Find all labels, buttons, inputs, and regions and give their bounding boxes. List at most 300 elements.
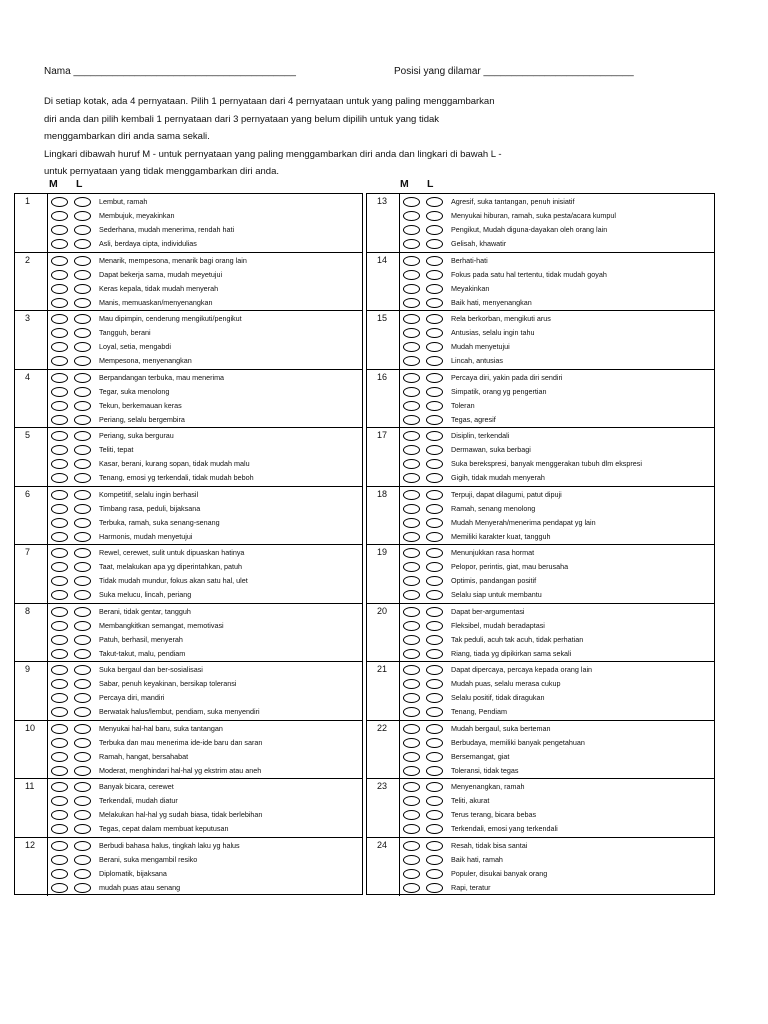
l-choice-oval[interactable]	[74, 869, 91, 879]
m-choice-oval[interactable]	[51, 356, 68, 366]
statement-text: Dapat ber-argumentasi	[451, 606, 525, 616]
m-choice-oval[interactable]	[403, 693, 420, 703]
l-choice-oval[interactable]	[426, 869, 443, 879]
statement-text: Meyakinkan	[451, 283, 490, 293]
l-choice-oval[interactable]	[74, 841, 91, 851]
m-choice-oval[interactable]	[403, 197, 420, 207]
l-choice-oval[interactable]	[74, 284, 91, 294]
l-choice-oval[interactable]	[74, 590, 91, 600]
question-block	[367, 370, 714, 429]
choice-ovals	[47, 545, 96, 603]
m-choice-oval[interactable]	[51, 590, 68, 600]
m-choice-oval[interactable]	[403, 504, 420, 514]
l-choice-oval[interactable]	[426, 373, 443, 383]
l-choice-oval[interactable]	[426, 459, 443, 469]
statement-text: Resah, tidak bisa santai	[451, 840, 528, 850]
m-choice-oval[interactable]	[51, 197, 68, 207]
m-choice-oval[interactable]	[403, 401, 420, 411]
l-choice-oval[interactable]	[74, 270, 91, 280]
m-choice-oval[interactable]	[403, 298, 420, 308]
statement-text: Membangkitkan semangat, memotivasi	[99, 620, 224, 630]
m-choice-oval[interactable]	[51, 415, 68, 425]
question-number: 10	[25, 722, 36, 733]
name-field-label[interactable]: Nama ________________________________________	[44, 66, 296, 77]
question-block	[15, 545, 362, 604]
m-choice-oval[interactable]	[51, 431, 68, 441]
statement-text: Harmonis, mudah menyetujui	[99, 531, 193, 541]
l-choice-oval[interactable]	[74, 766, 91, 776]
m-choice-oval[interactable]	[51, 270, 68, 280]
l-choice-oval[interactable]	[426, 225, 443, 235]
statement-text: Teliti, akurat	[451, 796, 490, 805]
question-block	[15, 311, 362, 370]
m-choice-oval[interactable]	[51, 576, 68, 586]
m-choice-oval[interactable]	[51, 342, 68, 352]
m-choice-oval[interactable]	[403, 607, 420, 617]
m-choice-oval[interactable]	[403, 738, 420, 748]
m-choice-oval[interactable]	[403, 270, 420, 280]
l-choice-oval[interactable]	[74, 607, 91, 617]
l-choice-oval[interactable]	[426, 635, 443, 645]
statement-text: mudah puas atau senang	[99, 882, 181, 892]
l-choice-oval[interactable]	[74, 796, 91, 806]
statement-text: Mau dipimpin, cenderung mengikuti/pengikut	[99, 314, 242, 323]
m-choice-oval[interactable]	[403, 679, 420, 689]
m-choice-oval[interactable]	[51, 211, 68, 221]
statement-text: Berani, tidak gentar, tangguh	[99, 606, 191, 616]
m-choice-oval[interactable]	[51, 562, 68, 572]
l-column-header: L	[76, 178, 83, 190]
m-choice-oval[interactable]	[403, 796, 420, 806]
l-choice-oval[interactable]	[426, 270, 443, 280]
l-choice-oval[interactable]	[74, 738, 91, 748]
m-choice-oval[interactable]	[403, 518, 420, 528]
m-choice-oval[interactable]	[403, 649, 420, 659]
choice-ovals	[47, 662, 96, 720]
l-choice-oval[interactable]	[426, 197, 443, 207]
l-choice-oval[interactable]	[426, 590, 443, 600]
l-choice-oval[interactable]	[426, 445, 443, 455]
l-choice-oval[interactable]	[426, 883, 443, 893]
l-choice-oval[interactable]	[426, 284, 443, 294]
l-choice-oval[interactable]	[74, 314, 91, 324]
m-choice-oval[interactable]	[51, 621, 68, 631]
l-choice-oval[interactable]	[426, 752, 443, 762]
choice-ovals	[399, 370, 448, 428]
l-choice-oval[interactable]	[74, 239, 91, 249]
l-choice-oval[interactable]	[426, 256, 443, 266]
question-block	[15, 428, 362, 487]
l-choice-oval[interactable]	[74, 649, 91, 659]
l-choice-oval[interactable]	[426, 855, 443, 865]
question-number: 22	[377, 722, 388, 733]
l-choice-oval[interactable]	[426, 532, 443, 542]
m-choice-oval[interactable]	[403, 328, 420, 338]
l-choice-oval[interactable]	[74, 548, 91, 558]
question-block	[367, 428, 714, 487]
choice-ovals	[399, 194, 448, 252]
l-choice-oval[interactable]	[426, 328, 443, 338]
question-block	[367, 253, 714, 312]
m-choice-oval[interactable]	[51, 225, 68, 235]
statement-text: Selalu positif, tidak diragukan	[451, 693, 545, 702]
instruction-line: Lingkari dibawah huruf M - untuk pernyataan yang paling menggambarkan diri anda dan lingkari di bawah L -	[44, 148, 502, 160]
choice-ovals	[399, 487, 448, 545]
choice-ovals	[47, 253, 96, 311]
l-choice-oval[interactable]	[426, 431, 443, 441]
statement-text: Menarik, mempesona, menarik bagi orang lain	[99, 255, 247, 265]
statement-text: Menyukai hal-hal baru, suka tantangan	[99, 723, 223, 733]
statement-text: Optimis, pandangan positif	[451, 576, 537, 585]
instruction-line: untuk pernyataan yang tidak menggambarkan diri anda.	[44, 166, 280, 178]
question-block	[15, 604, 362, 663]
choice-ovals	[47, 721, 96, 779]
l-choice-oval[interactable]	[426, 576, 443, 586]
question-number: 16	[377, 371, 388, 382]
m-choice-oval[interactable]	[51, 649, 68, 659]
m-choice-oval[interactable]	[51, 518, 68, 528]
question-block	[15, 838, 362, 897]
choice-ovals	[47, 311, 96, 369]
l-choice-oval[interactable]	[74, 693, 91, 703]
l-choice-oval[interactable]	[426, 738, 443, 748]
l-choice-oval[interactable]	[74, 328, 91, 338]
statement-text: Teliti, tepat	[99, 445, 134, 454]
m-choice-oval[interactable]	[51, 752, 68, 762]
l-choice-oval[interactable]	[426, 724, 443, 734]
choice-ovals	[399, 779, 448, 837]
question-number: 15	[377, 313, 388, 323]
l-choice-oval[interactable]	[426, 693, 443, 703]
l-choice-oval[interactable]	[74, 635, 91, 645]
m-choice-oval[interactable]	[51, 665, 68, 675]
statement-text: Disiplin, terkendali	[451, 431, 510, 440]
m-choice-oval[interactable]	[51, 607, 68, 617]
l-choice-oval[interactable]	[426, 504, 443, 514]
question-block	[367, 604, 714, 663]
question-block	[15, 662, 362, 721]
m-choice-oval[interactable]	[403, 766, 420, 776]
m-choice-oval[interactable]	[403, 869, 420, 879]
statement-text: Takut-takut, malu, pendiam	[99, 648, 186, 658]
m-choice-oval[interactable]	[51, 869, 68, 879]
question-block	[15, 194, 362, 253]
statement-text: Toleran	[451, 400, 475, 410]
m-choice-oval[interactable]	[51, 766, 68, 776]
m-choice-oval[interactable]	[403, 356, 420, 366]
m-choice-oval[interactable]	[403, 883, 420, 893]
statement-text: Dapat bekerja sama, mudah meyetujui	[99, 269, 223, 279]
m-choice-oval[interactable]	[51, 707, 68, 717]
statement-text: Mempesona, menyenangkan	[99, 356, 192, 365]
l-choice-oval[interactable]	[426, 796, 443, 806]
m-choice-oval[interactable]	[403, 724, 420, 734]
choice-ovals	[47, 194, 96, 252]
statement-text: Gigih, tidak mudah menyerah	[451, 473, 545, 482]
statement-text: Membujuk, meyakinkan	[99, 211, 175, 220]
l-choice-oval[interactable]	[74, 810, 91, 820]
question-number: 18	[377, 488, 388, 499]
m-choice-oval[interactable]	[403, 635, 420, 645]
question-number: 12	[25, 839, 36, 850]
l-choice-oval[interactable]	[74, 197, 91, 207]
m-choice-oval[interactable]	[403, 824, 420, 834]
m-choice-oval[interactable]	[51, 445, 68, 455]
l-choice-oval[interactable]	[74, 298, 91, 308]
l-choice-oval[interactable]	[74, 445, 91, 455]
l-choice-oval[interactable]	[74, 752, 91, 762]
statement-text: Sabar, penuh keyakinan, bersikap toleransi	[99, 679, 237, 688]
statement-text: Tenang, emosi yg terkendali, tidak mudah beboh	[99, 473, 254, 482]
question-number: 7	[25, 547, 31, 557]
statement-text: Lembut, ramah	[99, 197, 148, 206]
question-block	[15, 487, 362, 546]
l-choice-oval[interactable]	[426, 766, 443, 776]
left-question-column	[14, 193, 363, 895]
m-choice-oval[interactable]	[51, 824, 68, 834]
choice-ovals	[399, 428, 448, 486]
statement-text: Suka berekspresi, banyak menggerakan tubuh dlm ekspresi	[451, 459, 642, 468]
m-choice-oval[interactable]	[51, 883, 68, 893]
m-choice-oval[interactable]	[403, 810, 420, 820]
l-choice-oval[interactable]	[426, 607, 443, 617]
question-block	[367, 194, 714, 253]
l-choice-oval[interactable]	[74, 431, 91, 441]
statement-text: Lincah, antusias	[451, 356, 503, 365]
l-choice-oval[interactable]	[426, 810, 443, 820]
l-choice-oval[interactable]	[74, 824, 91, 834]
l-choice-oval[interactable]	[74, 504, 91, 514]
l-choice-oval[interactable]	[426, 548, 443, 558]
l-choice-oval[interactable]	[74, 415, 91, 425]
l-choice-oval[interactable]	[426, 211, 443, 221]
statement-text: Kompetitif, selalu ingin berhasil	[99, 489, 199, 499]
m-choice-oval[interactable]	[51, 782, 68, 792]
statement-text: Melakukan hal-hal yg sudah biasa, tidak berlebihan	[99, 810, 263, 819]
l-choice-oval[interactable]	[74, 576, 91, 586]
l-choice-oval[interactable]	[426, 415, 443, 425]
statement-text: Baik hati, menyenangkan	[451, 297, 532, 307]
m-choice-oval[interactable]	[403, 342, 420, 352]
choice-ovals	[399, 662, 448, 720]
m-choice-oval[interactable]	[403, 445, 420, 455]
l-choice-oval[interactable]	[426, 342, 443, 352]
l-choice-oval[interactable]	[426, 707, 443, 717]
l-choice-oval[interactable]	[426, 490, 443, 500]
m-choice-oval[interactable]	[51, 504, 68, 514]
m-choice-oval[interactable]	[51, 855, 68, 865]
m-choice-oval[interactable]	[403, 415, 420, 425]
choice-ovals	[47, 779, 96, 837]
l-choice-oval[interactable]	[426, 387, 443, 397]
question-number: 14	[377, 254, 388, 265]
m-choice-oval[interactable]	[403, 707, 420, 717]
m-choice-oval[interactable]	[403, 239, 420, 249]
question-number: 8	[25, 605, 31, 616]
m-choice-oval[interactable]	[403, 211, 420, 221]
m-choice-oval[interactable]	[51, 314, 68, 324]
statement-text: Toleransi, tidak tegas	[451, 765, 519, 775]
l-choice-oval[interactable]	[426, 401, 443, 411]
m-choice-oval[interactable]	[51, 679, 68, 689]
l-choice-oval[interactable]	[74, 707, 91, 717]
m-choice-oval[interactable]	[51, 473, 68, 483]
l-choice-oval[interactable]	[74, 855, 91, 865]
position-field-label[interactable]: Posisi yang dilamar ___________________________	[394, 66, 634, 77]
m-choice-oval[interactable]	[403, 782, 420, 792]
m-choice-oval[interactable]	[51, 490, 68, 500]
l-choice-oval[interactable]	[426, 679, 443, 689]
m-choice-oval[interactable]	[403, 562, 420, 572]
l-choice-oval[interactable]	[74, 356, 91, 366]
l-choice-oval[interactable]	[74, 373, 91, 383]
l-choice-oval[interactable]	[426, 356, 443, 366]
l-choice-oval[interactable]	[74, 256, 91, 266]
l-choice-oval[interactable]	[426, 841, 443, 851]
m-choice-oval[interactable]	[51, 256, 68, 266]
l-choice-oval[interactable]	[74, 883, 91, 893]
statement-text: Periang, selalu bergembira	[99, 414, 185, 424]
l-choice-oval[interactable]	[426, 518, 443, 528]
l-choice-oval[interactable]	[426, 562, 443, 572]
question-block	[15, 721, 362, 780]
statement-text: Moderat, menghindari hal-hal yg ekstrim atau aneh	[99, 765, 262, 775]
l-choice-oval[interactable]	[74, 562, 91, 572]
statement-text: Antusias, selalu ingin tahu	[451, 328, 535, 337]
m-choice-oval[interactable]	[403, 431, 420, 441]
question-number: 20	[377, 605, 388, 616]
m-choice-oval[interactable]	[403, 459, 420, 469]
l-choice-oval[interactable]	[74, 459, 91, 469]
m-choice-oval[interactable]	[51, 796, 68, 806]
l-choice-oval[interactable]	[74, 490, 91, 500]
l-choice-oval[interactable]	[426, 239, 443, 249]
m-choice-oval[interactable]	[51, 724, 68, 734]
m-choice-oval[interactable]	[51, 373, 68, 383]
question-block	[15, 253, 362, 312]
m-column-header: M	[400, 178, 409, 190]
m-choice-oval[interactable]	[51, 284, 68, 294]
l-choice-oval[interactable]	[426, 314, 443, 324]
l-choice-oval[interactable]	[74, 342, 91, 352]
l-choice-oval[interactable]	[426, 621, 443, 631]
m-choice-oval[interactable]	[403, 473, 420, 483]
m-choice-oval[interactable]	[51, 738, 68, 748]
m-choice-oval[interactable]	[51, 548, 68, 558]
statement-text: Baik hati, ramah	[451, 854, 503, 864]
m-choice-oval[interactable]	[403, 855, 420, 865]
question-number: 24	[377, 839, 388, 850]
statement-text: Agresif, suka tantangan, penuh inisiatif	[451, 197, 575, 206]
statement-text: Berhati-hati	[451, 255, 488, 265]
l-choice-oval[interactable]	[74, 679, 91, 689]
m-choice-oval[interactable]	[403, 590, 420, 600]
instruction-line: diri anda dan pilih kembali 1 pernyataan dari 3 pernyataan yang belum dipilih untuk yang tidak	[44, 113, 440, 125]
question-block	[367, 779, 714, 838]
m-choice-oval[interactable]	[403, 225, 420, 235]
l-choice-oval[interactable]	[426, 824, 443, 834]
right-question-column	[366, 193, 715, 895]
m-choice-oval[interactable]	[403, 576, 420, 586]
m-choice-oval[interactable]	[403, 621, 420, 631]
l-choice-oval[interactable]	[74, 724, 91, 734]
l-choice-oval[interactable]	[74, 225, 91, 235]
m-choice-oval[interactable]	[51, 298, 68, 308]
question-number: 3	[25, 313, 31, 323]
choice-ovals	[47, 428, 96, 486]
m-choice-oval[interactable]	[403, 373, 420, 383]
m-choice-oval[interactable]	[51, 401, 68, 411]
statement-text: Tegar, suka menolong	[99, 386, 170, 396]
m-choice-oval[interactable]	[51, 459, 68, 469]
m-choice-oval[interactable]	[51, 387, 68, 397]
choice-ovals	[47, 487, 96, 545]
m-choice-oval[interactable]	[51, 693, 68, 703]
m-choice-oval[interactable]	[403, 284, 420, 294]
l-choice-oval[interactable]	[74, 473, 91, 483]
statement-text: Simpatik, orang yg pengertian	[451, 386, 547, 396]
l-choice-oval[interactable]	[426, 649, 443, 659]
m-choice-oval[interactable]	[51, 635, 68, 645]
l-choice-oval[interactable]	[426, 298, 443, 308]
m-choice-oval[interactable]	[51, 239, 68, 249]
question-block	[15, 779, 362, 838]
question-number: 17	[377, 430, 388, 440]
l-choice-oval[interactable]	[74, 532, 91, 542]
question-number: 1	[25, 196, 31, 206]
l-choice-oval[interactable]	[74, 401, 91, 411]
m-choice-oval[interactable]	[51, 810, 68, 820]
m-choice-oval[interactable]	[403, 841, 420, 851]
statement-text: Rela berkorban, mengikuti arus	[451, 314, 551, 323]
m-choice-oval[interactable]	[51, 841, 68, 851]
l-choice-oval[interactable]	[74, 782, 91, 792]
m-choice-oval[interactable]	[403, 387, 420, 397]
statement-text: Dermawan, suka berbagi	[451, 445, 531, 454]
statement-text: Terus terang, bicara bebas	[451, 810, 537, 819]
statement-text: Menyenangkan, ramah	[451, 782, 525, 791]
l-choice-oval[interactable]	[74, 387, 91, 397]
statement-text: Percaya diri, yakin pada diri sendiri	[451, 372, 563, 382]
m-choice-oval[interactable]	[403, 752, 420, 762]
m-choice-oval[interactable]	[51, 328, 68, 338]
l-choice-oval[interactable]	[426, 782, 443, 792]
statement-text: Tenang, Pendiam	[451, 707, 507, 716]
choice-ovals	[399, 604, 448, 662]
m-choice-oval[interactable]	[403, 548, 420, 558]
m-choice-oval[interactable]	[403, 532, 420, 542]
m-choice-oval[interactable]	[403, 314, 420, 324]
m-choice-oval[interactable]	[403, 490, 420, 500]
l-choice-oval[interactable]	[74, 518, 91, 528]
statement-text: Berani, suka mengambil resiko	[99, 854, 198, 864]
l-choice-oval[interactable]	[426, 473, 443, 483]
statement-text: Populer, disukai banyak orang	[451, 868, 548, 878]
statement-text: Taat, melakukan apa yg diperintahkan, patuh	[99, 562, 243, 571]
statement-text: Diplomatik, bijaksana	[99, 868, 167, 878]
m-choice-oval[interactable]	[51, 532, 68, 542]
statement-text: Dapat dipercaya, percaya kepada orang lain	[451, 665, 593, 674]
l-choice-oval[interactable]	[74, 211, 91, 221]
l-choice-oval[interactable]	[426, 665, 443, 675]
statement-text: Kasar, berani, kurang sopan, tidak mudah malu	[99, 459, 250, 468]
statement-text: Fokus pada satu hal tertentu, tidak mudah goyah	[451, 269, 607, 279]
statement-text: Menunjukkan rasa hormat	[451, 548, 535, 557]
l-choice-oval[interactable]	[74, 621, 91, 631]
m-choice-oval[interactable]	[403, 256, 420, 266]
m-choice-oval[interactable]	[403, 665, 420, 675]
l-choice-oval[interactable]	[74, 665, 91, 675]
